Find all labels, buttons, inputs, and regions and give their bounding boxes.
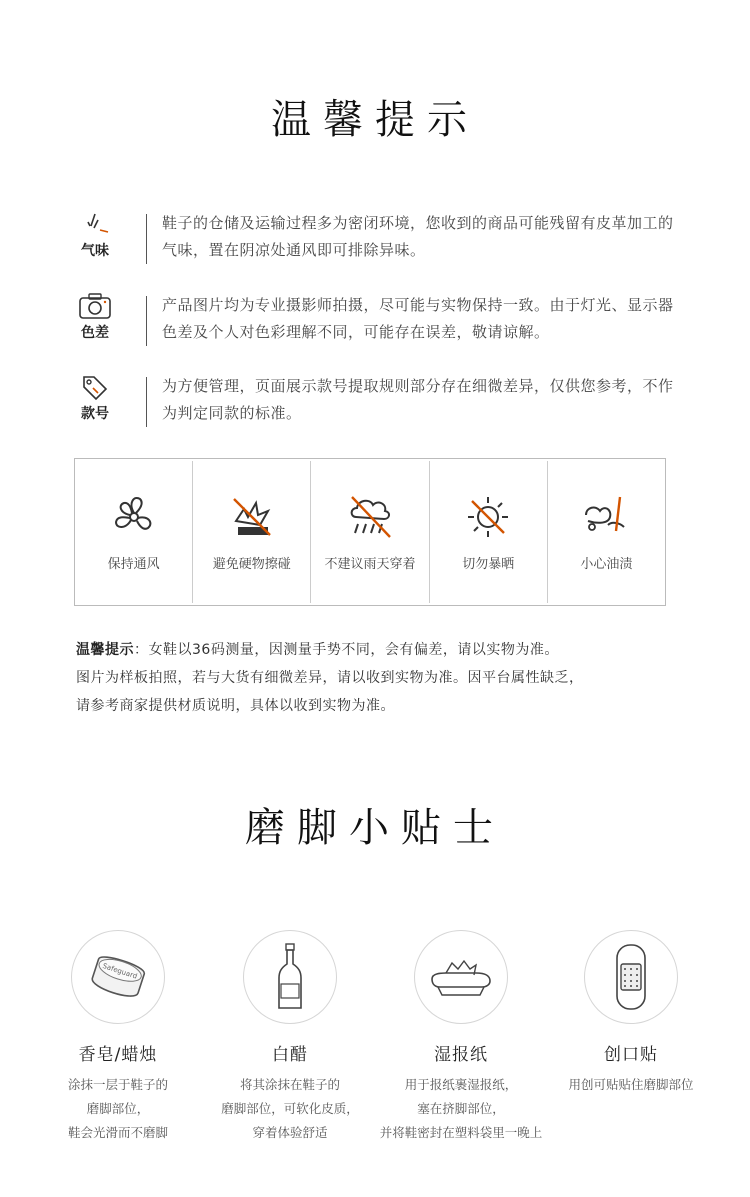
care-instructions-panel xyxy=(74,458,666,606)
divider xyxy=(146,296,147,346)
icon-circle xyxy=(243,930,337,1024)
notice-row-style-number xyxy=(70,373,690,443)
foot-tip-name: 创口贴 xyxy=(604,1045,658,1065)
notice-text: 鞋子的仓储及运输过程多为密闭环境，您收到的商品可能残留有皮革加工的气味，置在阴凉处通风即可排除异味。 xyxy=(162,214,674,259)
foot-tip-vinegar xyxy=(205,930,375,1145)
foot-tip-wet-newspaper xyxy=(376,930,546,1145)
foot-tip-soap xyxy=(33,930,203,1145)
notice-text: 产品图片均为专业摄影师拍摄，尽可能与实物保持一致。由于灯光、显示器色差及个人对色彩理解不同，可能存在误差，敬请谅解。 xyxy=(162,296,674,341)
notice-row-smell xyxy=(70,210,690,280)
tips-line: 图片为样板拍照，若与大货有细微差异，请以收到实物为准。因平台属性缺乏， xyxy=(76,670,584,686)
notice-text: 为方便管理，页面展示款号提取规则部分存在细微差异，仅供您参考，不作为判定同款的标准。 xyxy=(162,377,674,422)
care-item-oil-stains xyxy=(548,461,665,603)
care-item-avoid-hard-objects xyxy=(193,461,311,603)
icon-circle xyxy=(71,930,165,1024)
no-oil-icon xyxy=(580,491,632,543)
vinegar-bottle-icon xyxy=(275,942,305,1012)
care-label: 保持通风 xyxy=(107,557,160,572)
divider xyxy=(146,214,147,264)
care-item-no-sun xyxy=(430,461,548,603)
notice-label: 款号 xyxy=(81,406,109,422)
foot-tip-desc-line: 穿着体验舒适 xyxy=(252,1125,328,1140)
soap-brand-text: Safeguard xyxy=(101,961,139,981)
notice-label: 色差 xyxy=(81,325,109,341)
care-label: 不建议雨天穿着 xyxy=(324,557,416,572)
notice-row-color-difference xyxy=(70,292,690,362)
foot-tip-desc-line: 塞在挤脚部位， xyxy=(417,1101,505,1116)
foot-tip-desc-line: 鞋会光滑而不磨脚 xyxy=(67,1125,168,1140)
section-title-foot-tips: 磨脚小贴士 xyxy=(245,805,505,851)
care-label: 小心油渍 xyxy=(580,557,633,572)
foot-tip-desc-line: 将其涂抹在鞋子的 xyxy=(239,1077,340,1092)
no-sun-icon xyxy=(462,491,514,543)
care-item-no-rain xyxy=(311,461,429,603)
warm-tips-paragraph xyxy=(76,636,676,720)
icon-circle xyxy=(584,930,678,1024)
tips-line: 请参考商家提供材质说明，具体以收到实物为准。 xyxy=(76,698,395,714)
foot-tip-desc-line: 并将鞋密封在塑料袋里一晚上 xyxy=(379,1125,543,1140)
foot-tip-desc-line: 磨脚部位，可软化皮质， xyxy=(221,1101,359,1116)
tag-icon xyxy=(80,373,110,401)
care-item-ventilation xyxy=(75,461,193,603)
foot-tip-desc-line: 涂抹一层于鞋子的 xyxy=(67,1077,168,1092)
foot-tip-bandage xyxy=(546,930,716,1097)
camera-icon xyxy=(77,292,113,320)
tips-title: 温馨提示 xyxy=(76,642,134,658)
fan-icon xyxy=(108,491,160,543)
care-label: 切勿暴晒 xyxy=(462,557,515,572)
divider xyxy=(146,377,147,427)
tips-line: ：女鞋以36码测量，因测量手势不同，会有偏差，请以实物为准。 xyxy=(134,642,559,658)
foot-tip-name: 湿报纸 xyxy=(434,1045,488,1065)
wet-newspaper-icon xyxy=(428,955,494,999)
section-title-warm-tips: 温馨提示 xyxy=(271,97,479,143)
foot-tip-desc-line: 磨脚部位， xyxy=(86,1101,150,1116)
no-hard-object-icon xyxy=(226,491,278,543)
icon-circle xyxy=(414,930,508,1024)
foot-tip-desc-line: 用于报纸裹湿报纸， xyxy=(404,1077,518,1092)
notice-label: 气味 xyxy=(81,243,109,259)
foot-tip-name: 香皂/蜡烛 xyxy=(78,1045,158,1065)
care-label: 避免硬物擦碰 xyxy=(212,557,291,572)
bandage-icon xyxy=(614,942,648,1012)
no-rain-icon xyxy=(344,491,396,543)
foot-tip-desc-line: 用创可贴贴住磨脚部位 xyxy=(568,1077,694,1092)
foot-tip-name: 白醋 xyxy=(272,1045,308,1065)
smell-icon xyxy=(80,210,110,238)
soap-icon xyxy=(86,952,150,1002)
